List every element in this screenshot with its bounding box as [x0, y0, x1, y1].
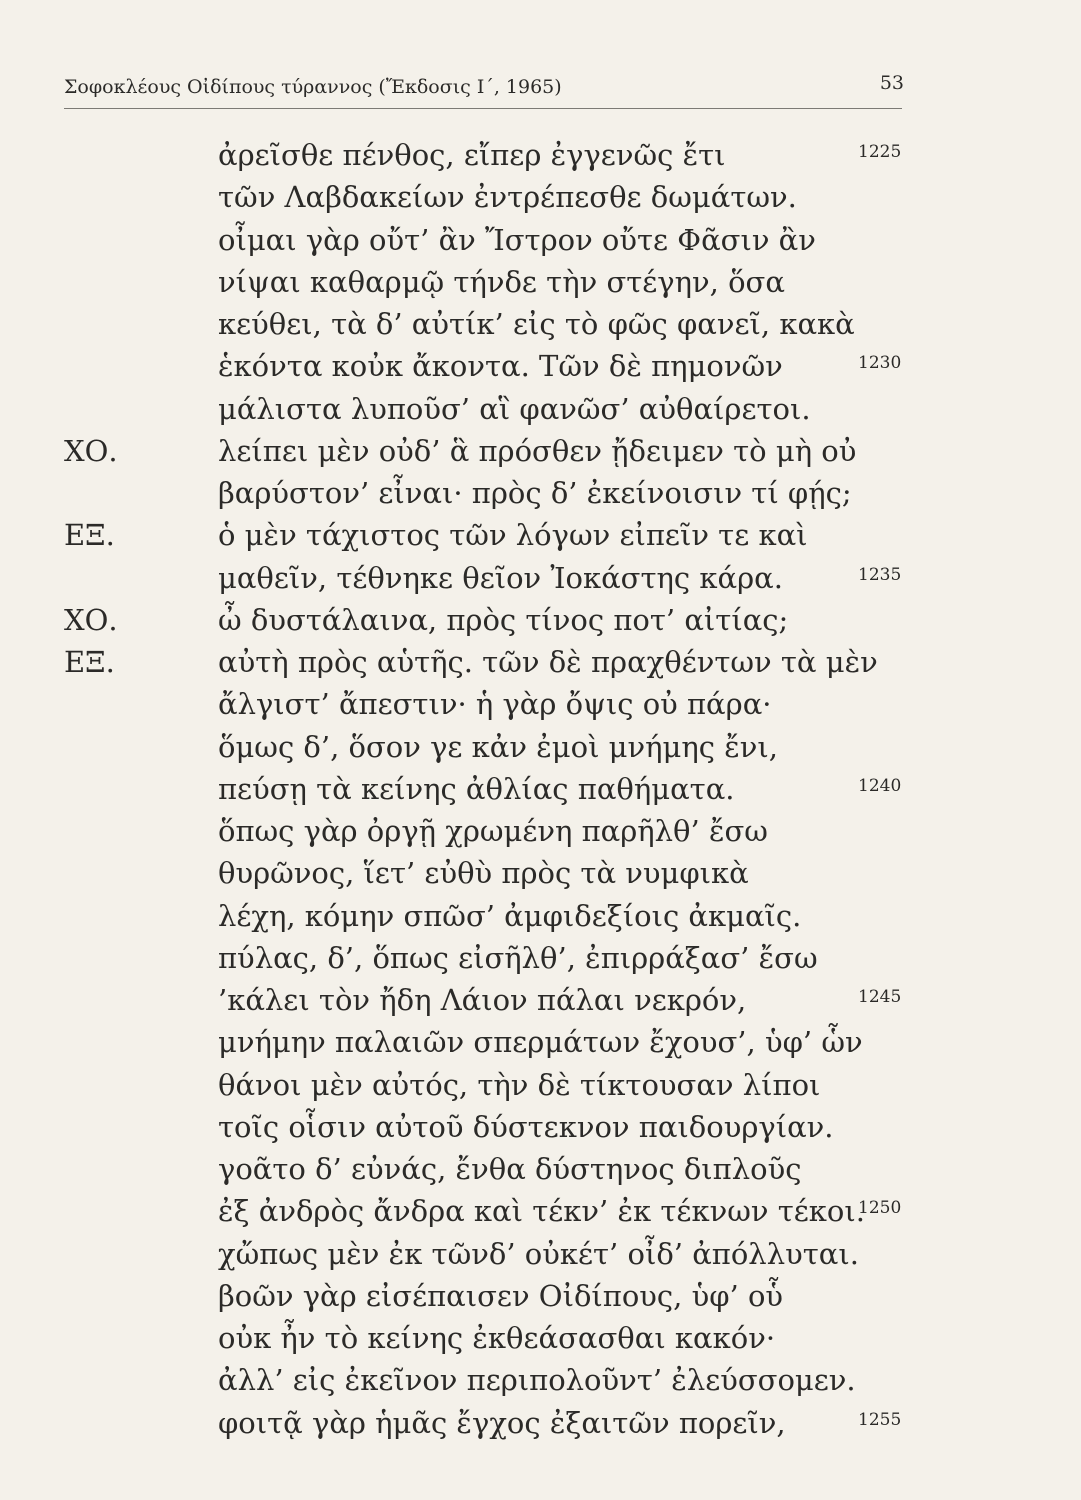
verse-line	[0, 981, 1081, 1023]
verse-text: ἄλγιστ’ ἄπεστιν· ἡ γὰρ ὄψις οὐ πάρα·	[218, 687, 772, 722]
verse-line	[0, 305, 1081, 347]
verse-line	[0, 1319, 1081, 1361]
running-head	[64, 72, 904, 104]
verse-text: ἑκόντα κοὐκ ἄκοντα. Τῶν δὲ πημονῶν	[218, 349, 783, 384]
verse-line	[0, 601, 1081, 643]
verse-line	[0, 1108, 1081, 1150]
verse-line	[0, 1361, 1081, 1403]
verse-text: μάλιστα λυποῦσ’ αἳ φανῶσ’ αὐθαίρετοι.	[218, 391, 811, 426]
verse-line	[0, 897, 1081, 939]
speaker-label: ΕΞ.	[64, 518, 115, 553]
verse-text: ὦ δυστάλαινα, πρὸς τίνος ποτ’ αἰτίας;	[218, 602, 789, 637]
verse-line	[0, 1066, 1081, 1108]
verse-text: φοιτᾷ γὰρ ἡμᾶς ἔγχος ἐξαιτῶν πορεῖν,	[218, 1405, 786, 1440]
verse-line	[0, 854, 1081, 896]
verse-line	[0, 1277, 1081, 1319]
verse-text: οἶμαι γὰρ οὔτ’ ἂν Ἴστρον οὔτε Φᾶσιν ἂν	[218, 222, 816, 257]
verse-text: ὅπως γὰρ ὀργῇ χρωμένη παρῆλθ’ ἔσω	[218, 814, 768, 848]
verse-text: ἐξ ἀνδρὸς ἄνδρα καὶ τέκν’ ἐκ τέκνων τέκοι.	[218, 1194, 865, 1229]
verse-text: ὁ μὲν τάχιστος τῶν λόγων εἰπεῖν τε καὶ	[218, 518, 808, 553]
speaker-label: ΧΟ.	[64, 433, 118, 468]
verse-text: λείπει μὲν οὐδ’ ἃ πρόσθεν ᾔδειμεν τὸ μὴ οὐ	[218, 433, 857, 468]
line-number: 1240	[858, 775, 902, 796]
verse-line	[0, 432, 1081, 474]
verse-line	[0, 939, 1081, 981]
verse-text: πεύσῃ τὰ κείνης ἀθλίας παθήματα.	[218, 771, 735, 806]
verse-line	[0, 474, 1081, 516]
verse-line	[0, 1404, 1081, 1446]
verse-text: ὅμως δ’, ὅσον γε κἀν ἐμοὶ μνήμης ἔνι,	[218, 729, 778, 764]
verse-line	[0, 770, 1081, 812]
verse-text: μαθεῖν, τέθνηκε θεῖον Ἰοκάστης κάρα.	[218, 560, 783, 595]
line-number: 1230	[858, 353, 902, 374]
verse-line	[0, 390, 1081, 432]
verse-text: θάνοι μὲν αὐτός, τὴν δὲ τίκτουσαν λίποι	[218, 1067, 821, 1102]
line-number: 1245	[858, 987, 902, 1007]
verse-text: πύλας, δ’, ὅπως εἰσῆλθ’, ἐπιρράξασ’ ἔσω	[218, 940, 818, 975]
verse-line	[0, 1235, 1081, 1277]
verse-text: λέχη, κόμην σπῶσ’ ἀμφιδεξίοις ἀκμαῖς.	[218, 898, 802, 933]
verse-line	[0, 178, 1081, 220]
verse-line	[0, 812, 1081, 854]
line-number: 1250	[858, 1198, 902, 1219]
verse-line	[0, 643, 1081, 685]
verse-line	[0, 1023, 1081, 1065]
verse-line	[0, 221, 1081, 263]
page-number: 53	[879, 72, 904, 94]
verse-text: τοῖς οἷσιν αὐτοῦ δύστεκνον παιδουργίαν.	[218, 1109, 834, 1144]
verse-text: αὐτὴ πρὸς αὑτῆς. τῶν δὲ πραχθέντων τὰ μὲν	[218, 645, 878, 679]
verse-line	[0, 1150, 1081, 1192]
verse-line	[0, 263, 1081, 305]
verse-text: νίψαι καθαρμῷ τήνδε τὴν στέγην, ὅσα	[218, 264, 785, 299]
verse-text: οὐκ ἦν τὸ κείνης ἐκθεάσασθαι κακόν·	[218, 1321, 776, 1355]
line-number: 1235	[858, 564, 902, 585]
verse-line	[0, 136, 1081, 178]
verse-text: τῶν Λαβδακείων ἐντρέπεσθε δωμάτων.	[218, 180, 797, 215]
line-number: 1255	[858, 1409, 902, 1430]
running-head-title: Σοφοκλέους Οἰδίπους τύραννος (Ἔκδοσις Ι΄, 1965)	[64, 76, 562, 98]
line-number: 1225	[858, 142, 902, 162]
verse-lines	[0, 136, 1081, 1446]
verse-text: ’κάλει τὸν ἤδη Λάιον πάλαι νεκρόν,	[218, 983, 747, 1017]
verse-text: χὤπως μὲν ἐκ τῶνδ’ οὐκέτ’ οἶδ’ ἀπόλλυται.	[218, 1236, 859, 1271]
verse-line	[0, 347, 1081, 389]
verse-text: μνήμην παλαιῶν σπερμάτων ἔχουσ’, ὑφ’ ὧν	[218, 1025, 863, 1060]
verse-text: θυρῶνος, ἵετ’ εὐθὺ πρὸς τὰ νυμφικὰ	[218, 856, 749, 891]
verse-line	[0, 728, 1081, 770]
verse-text: βοῶν γὰρ εἰσέπαισεν Οἰδίπους, ὑφ’ οὗ	[218, 1278, 784, 1313]
speaker-label: ΕΞ.	[64, 645, 115, 679]
verse-line	[0, 1192, 1081, 1234]
verse-text: γοᾶτο δ’ εὐνάς, ἔνθα δύστηνος διπλοῦς	[218, 1152, 802, 1186]
verse-text: ἀλλ’ εἰς ἐκεῖνον περιπολοῦντ’ ἐλεύσσομεν.	[218, 1363, 856, 1398]
speaker-label: ΧΟ.	[64, 602, 118, 637]
verse-line	[0, 685, 1081, 727]
verse-line	[0, 516, 1081, 558]
verse-line	[0, 559, 1081, 601]
verse-text: βαρύστον’ εἶναι· πρὸς δ’ ἐκείνοισιν τί φῄς;	[218, 476, 852, 510]
verse-text: ἀρεῖσθε πένθος, εἴπερ ἐγγενῶς ἔτι	[218, 138, 726, 172]
verse-text: κεύθει, τὰ δ’ αὐτίκ’ εἰς τὸ φῶς φανεῖ, κακὰ	[218, 307, 855, 341]
header-rule	[64, 108, 902, 109]
